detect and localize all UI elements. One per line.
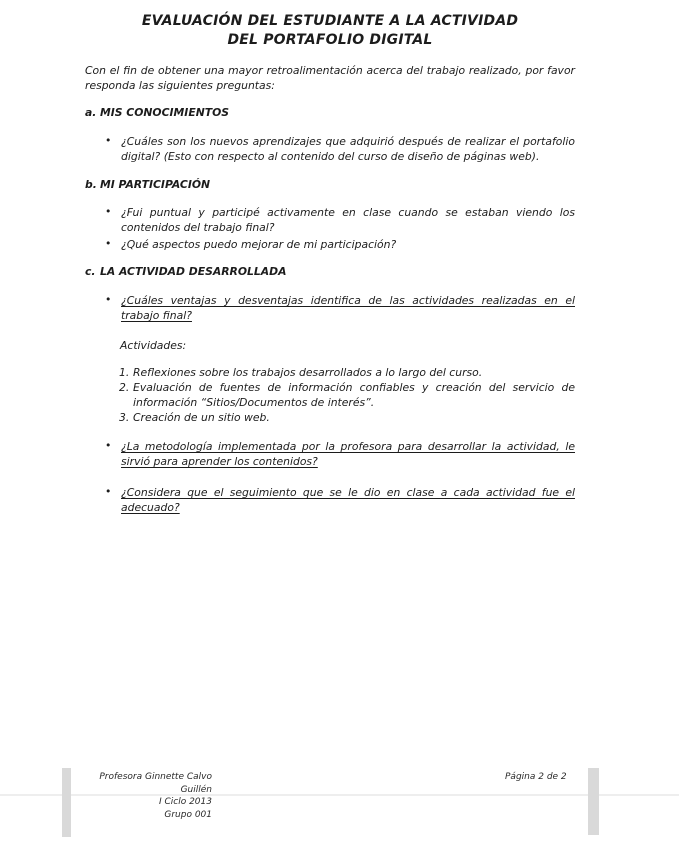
activity-text: Creación de un sitio web. <box>133 411 270 424</box>
question-bullet <box>85 134 575 164</box>
activity-number: 3. <box>119 411 130 424</box>
bullet-icon: • <box>105 237 112 250</box>
footer-professor: Profesora Ginnette Calvo Guillén <box>99 772 212 795</box>
section-title: MIS CONOCIMIENTOS <box>100 106 230 119</box>
bullet-icon: • <box>105 293 112 306</box>
section-label: c. <box>85 265 96 278</box>
activity-item <box>85 410 575 425</box>
activity-number: 1. <box>119 366 130 379</box>
footer-group: Grupo 001 <box>164 809 212 820</box>
activity-item <box>85 380 575 410</box>
section-heading-a <box>85 105 575 120</box>
question-text: ¿Considera que el seguimiento que se le dio en clase a cada actividad fue el adecuado? <box>121 486 575 514</box>
bullet-icon: • <box>105 134 112 147</box>
section-label: a. <box>85 106 97 119</box>
bullet-icon: • <box>105 439 112 452</box>
section-title: LA ACTIVIDAD DESARROLLADA <box>100 265 287 278</box>
footer-cycle: I Ciclo 2013 <box>158 797 212 807</box>
question-text: ¿Cuáles son los nuevos aprendizajes que adquirió después de realizar el portafolio digital? (Esto con respecto al contenido del curso de diseño de páginas web). <box>121 135 575 163</box>
question-text: ¿Fui puntual y participé activamente en clase cuando se estaban viendo los contenidos del trabajo final? <box>121 206 575 234</box>
title-line-2: DEL PORTAFOLIO DIGITAL <box>227 32 433 48</box>
question-bullet <box>85 205 575 235</box>
question-text: ¿Cuáles ventajas y desventajas identifica de las actividades realizadas en el trabajo final? <box>121 294 575 322</box>
title-line-1: EVALUACIÓN DEL ESTUDIANTE A LA ACTIVIDAD <box>141 13 519 29</box>
activities-label: Actividades: <box>120 339 187 352</box>
intro-paragraph: Con el fin de obtener una mayor retroalimentación acerca del trabajo realizado, por favor responda las siguientes preguntas: <box>85 64 575 92</box>
question-bullet <box>85 237 575 252</box>
bullet-icon: • <box>105 485 112 498</box>
page-edge-marker-left <box>62 768 71 837</box>
section-label: b. <box>85 178 97 191</box>
activity-item <box>85 365 575 380</box>
section-heading-b <box>85 177 575 192</box>
question-text: ¿La metodología implementada por la profesora para desarrollar la actividad, le sirvió para aprender los contenidos? <box>121 440 575 468</box>
document-content <box>85 0 575 515</box>
bullet-icon: • <box>105 205 112 218</box>
page-edge-marker-right <box>588 768 599 835</box>
question-bullet <box>85 485 575 515</box>
question-bullet <box>85 293 575 323</box>
footer-page-number: Página 2 de 2 <box>505 772 567 782</box>
question-text: ¿Qué aspectos puedo mejorar de mi participación? <box>121 238 397 251</box>
section-title: MI PARTICIPACIÓN <box>100 178 211 191</box>
activity-text: Evaluación de fuentes de información confiables y creación del servicio de información “Sitios/Documentos de interés”. <box>133 381 575 409</box>
section-heading-c <box>85 264 575 279</box>
activity-text: Reflexiones sobre los trabajos desarrollados a lo largo del curso. <box>133 366 483 379</box>
activity-number: 2. <box>119 381 130 394</box>
document-title <box>85 12 575 50</box>
question-bullet <box>85 439 575 469</box>
footer-author-block <box>78 771 212 821</box>
